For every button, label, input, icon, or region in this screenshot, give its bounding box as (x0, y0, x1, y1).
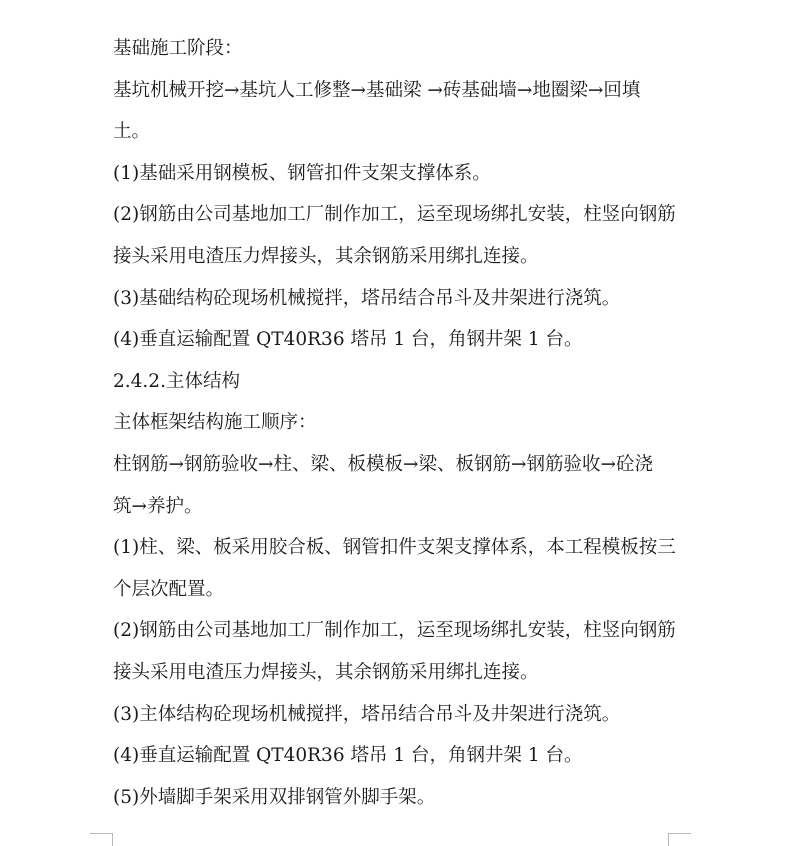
text-line: 土。 (113, 121, 151, 143)
text-line: 筑→养护。 (113, 495, 203, 517)
document-body (113, 28, 676, 818)
text-line: 接头采用电渣压力焊接头，其余钢筋采用绑扎连接。 (113, 661, 539, 683)
text-line: 基础施工阶段： (113, 38, 243, 59)
text-line: (4)垂直运输配置 QT40R36 塔吊 1 台，角钢井架 1 台。 (113, 329, 583, 351)
text-line: (3)基础结构砼现场机械搅拌，塔吊结合吊斗及井架进行浇筑。 (113, 287, 621, 309)
text-line: (2)钢筋由公司基地加工厂制作加工，运至现场绑扎安装，柱竖向钢筋 (113, 620, 676, 642)
text-line: (5)外墙脚手架采用双排钢管外脚手架。 (113, 786, 436, 808)
text-line: 基坑机械开挖→基坑人工修整→基础梁 →砖基础墙→地圈梁→回填 (113, 79, 641, 101)
text-line: 接头采用电渣压力焊接头，其余钢筋采用绑扎连接。 (113, 245, 539, 267)
text-line: (3)主体结构砼现场机械搅拌，塔吊结合吊斗及井架进行浇筑。 (113, 703, 621, 725)
text-line: (1)柱、梁、板采用胶合板、钢管扣件支架支撑体系，本工程模板按三 (113, 537, 676, 559)
text-line: (1)基础采用钢模板、钢管扣件支架支撑体系。 (113, 162, 491, 184)
text-line: (2)钢筋由公司基地加工厂制作加工，运至现场绑扎安装，柱竖向钢筋 (113, 204, 676, 226)
text-line: (4)垂直运输配置 QT40R36 塔吊 1 台，角钢井架 1 台。 (113, 745, 583, 767)
text-line: 柱钢筋→钢筋验收→柱、梁、板模板→梁、板钢筋→钢筋验收→砼浇 (113, 453, 654, 475)
page-margin-marker-left (90, 833, 113, 846)
text-line: 主体框架结构施工顺序： (113, 412, 317, 434)
page-margin-marker-right (668, 833, 691, 846)
text-line: 个层次配置。 (113, 578, 225, 600)
section-heading: 2.4.2.主体结构 (113, 370, 240, 392)
